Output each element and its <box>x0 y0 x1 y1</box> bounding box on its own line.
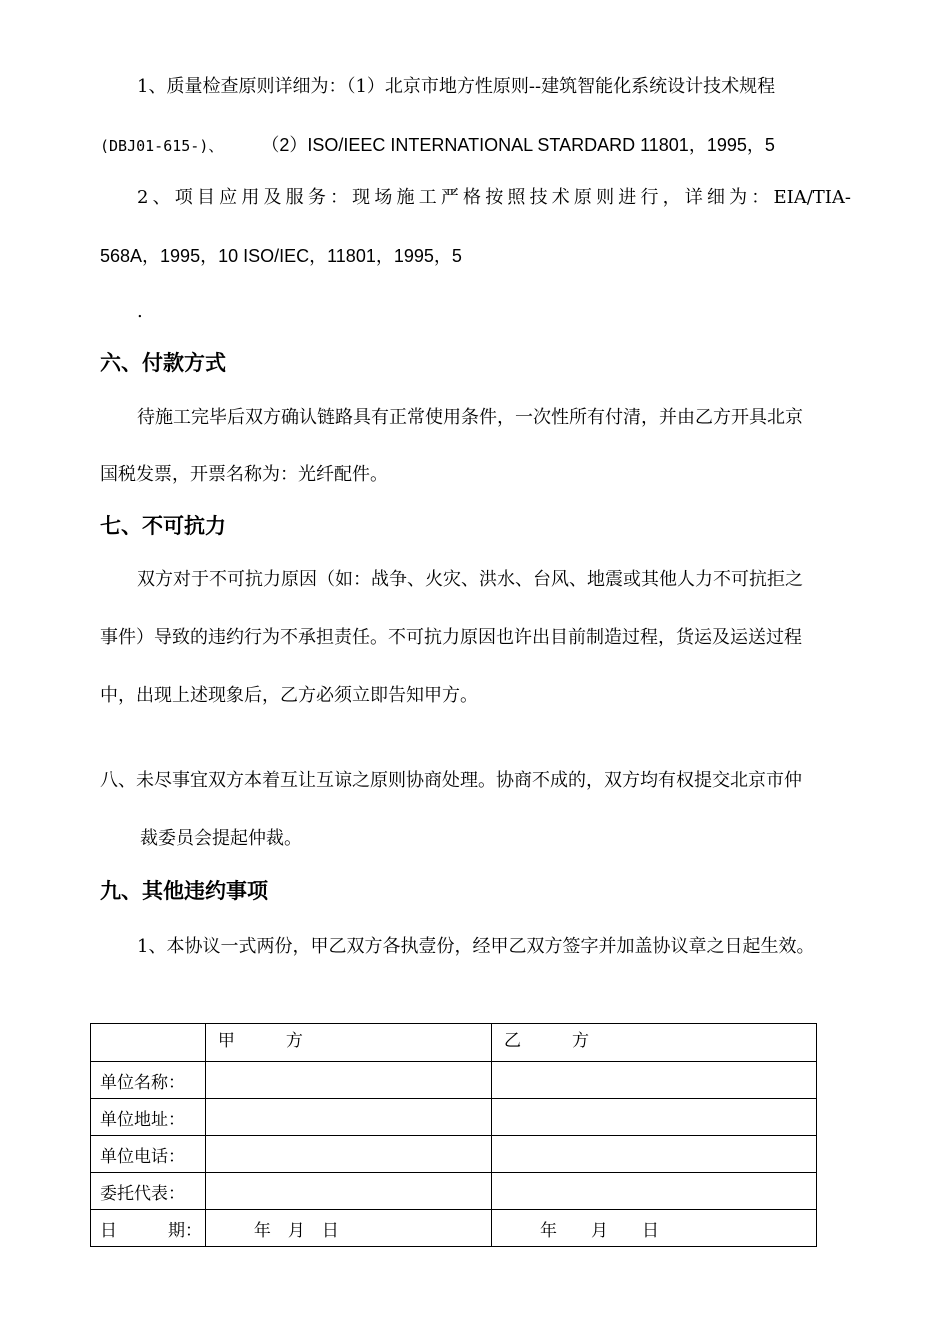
table-row <box>91 1099 817 1136</box>
dispute-line-2: 裁委员会提起仲裁。 <box>140 828 302 849</box>
payment-line-1: 待施工完毕后双方确认链路具有正常使用条件，一次性所有付清，并由乙方开具北京 <box>137 407 803 428</box>
payment-heading: 六、付款方式 <box>100 351 226 375</box>
dispute-line-1: 八、未尽事宜双方本着互让互谅之原则协商处理。协商不成的，双方均有权提交北京市仲 <box>100 770 802 791</box>
party-a-representative-cell[interactable] <box>205 1173 491 1210</box>
party-b-unit-phone-cell[interactable] <box>492 1136 817 1173</box>
row-label-unit-phone: 单位电话： <box>91 1136 206 1173</box>
row-label-representative: 委托代表： <box>91 1173 206 1210</box>
row-label-unit-name: 单位名称： <box>91 1062 206 1099</box>
force-majeure-line-1: 双方对于不可抗力原因（如：战争、火灾、洪水、台风、地震或其他人力不可抗拒之 <box>137 569 803 590</box>
other-matters-line-1: 1、本协议一式两份，甲乙双方各执壹份，经甲乙双方签字并加盖协议章之日起生效。 <box>137 936 815 957</box>
other-matters-heading: 九、其他违约事项 <box>100 879 268 903</box>
signature-table <box>90 1023 817 1247</box>
standard-code: (DBJ01-615-)、 <box>100 137 224 155</box>
table-row <box>91 1173 817 1210</box>
row-label-unit-address: 单位地址： <box>91 1099 206 1136</box>
party-a-date-cell[interactable]: 年 月 日 <box>205 1210 491 1247</box>
stray-dot: . <box>137 301 143 322</box>
party-b-date-cell[interactable]: 年 月 日 <box>492 1210 817 1247</box>
party-b-header: 乙 方 <box>492 1024 817 1062</box>
quality-standard-line-1: 1、质量检查原则详细为：（1）北京市地方性原则--建筑智能化系统设计技术规程 <box>137 76 776 97</box>
quality-standard-line-2 <box>100 133 775 158</box>
table-row <box>91 1136 817 1173</box>
party-a-unit-address-cell[interactable] <box>205 1099 491 1136</box>
force-majeure-line-3: 中，出现上述现象后，乙方必须立即告知甲方。 <box>100 685 478 706</box>
party-a-unit-name-cell[interactable] <box>205 1062 491 1099</box>
project-service-line-1: 2、项目应用及服务：现场施工严格按照技术原则进行，详细为：EIA/TIA- <box>137 187 851 208</box>
party-b-unit-address-cell[interactable] <box>492 1099 817 1136</box>
table-row <box>91 1062 817 1099</box>
party-b-unit-name-cell[interactable] <box>492 1062 817 1099</box>
party-b-representative-cell[interactable] <box>492 1173 817 1210</box>
table-header-row <box>91 1024 817 1062</box>
payment-line-2: 国税发票，开票名称为：光纤配件。 <box>100 464 388 485</box>
table-row <box>91 1210 817 1247</box>
row-label-date: 日 期： <box>91 1210 206 1247</box>
force-majeure-line-2: 事件）导致的违约行为不承担责任。不可抗力原因也许出目前制造过程，货运及运送过程 <box>100 627 802 648</box>
party-a-unit-phone-cell[interactable] <box>205 1136 491 1173</box>
project-service-line-2: 568A，1995，10 ISO/IEC，11801，1995，5 <box>100 246 462 266</box>
iso-standard: （2）ISO/IEEC INTERNATIONAL STARDARD 11801，1995，5 <box>261 135 775 155</box>
force-majeure-heading: 七、不可抗力 <box>100 514 226 538</box>
header-empty-cell <box>91 1024 206 1062</box>
party-a-header: 甲 方 <box>205 1024 491 1062</box>
